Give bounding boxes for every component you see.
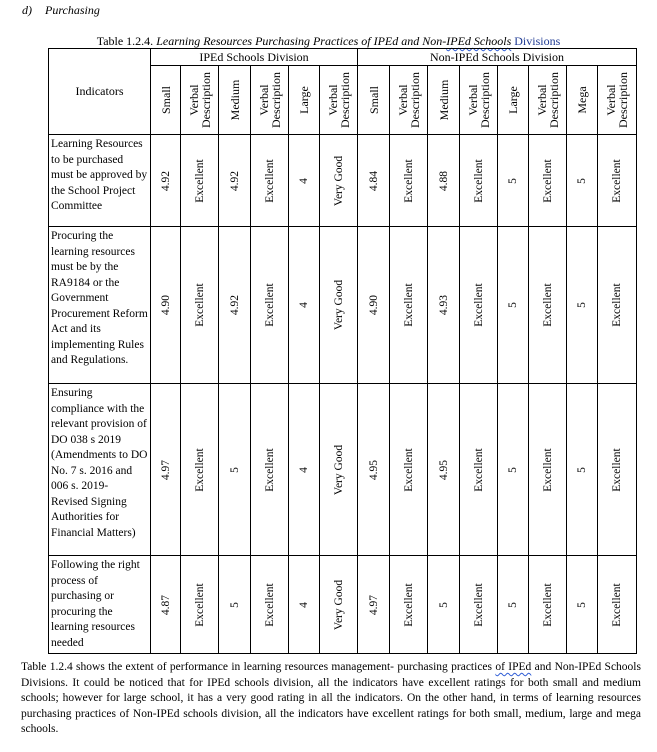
cell-value: Excellent — [472, 158, 485, 203]
cell-value: Excellent — [611, 582, 623, 627]
non_iped-value-cell — [529, 384, 567, 556]
iped-value-cell — [251, 227, 289, 384]
section-heading — [22, 3, 100, 18]
non_iped-value-cell — [498, 384, 529, 556]
non_iped-value-cell — [428, 227, 460, 384]
non_iped-value-cell — [498, 556, 529, 654]
non_iped-value-cell — [529, 227, 567, 384]
iped-value-cell — [181, 227, 219, 384]
cell-value: 4.90 — [159, 294, 172, 316]
cell-value: 4.90 — [367, 294, 380, 316]
non_iped-value-cell — [428, 135, 460, 227]
iped-value-cell — [151, 227, 181, 384]
iped-value-cell — [151, 556, 181, 654]
non_iped-value-cell — [529, 135, 567, 227]
iped-value-cell — [289, 556, 320, 654]
table-row — [49, 384, 637, 556]
cell-value: 5 — [576, 302, 588, 308]
iped-value-cell — [320, 384, 358, 556]
non_iped-value-cell — [390, 227, 428, 384]
cell-value: 4.88 — [437, 170, 450, 191]
table-caption — [0, 34, 657, 49]
indicator-cell: Learning Resources to be purchased must be approved by the School Project Committee — [49, 135, 151, 227]
cell-value: Excellent — [541, 158, 554, 203]
paragraph-squiggle: of IPEd — [495, 661, 532, 673]
cell-value: Excellent — [402, 283, 415, 327]
purchasing-practices-table — [48, 48, 637, 654]
iped-value-cell — [289, 384, 320, 556]
non_iped-column-header — [460, 66, 498, 135]
cell-value: Excellent — [402, 582, 415, 627]
non_iped-value-cell — [460, 227, 498, 384]
non_iped-value-cell — [498, 227, 529, 384]
paragraph-part2: and Non-IPEd Schools Divisions. It could be noticed that for IPEd schools division, all the indicators have excellent ratings for both small and medium schools; however for large school, it has a very good rating in all the indicators. On the other hand, in terms of learning resources purchasing practices of Non-IPEd schools division, all the indicators have excellent ratings for both small, medium, large and mega schools. — [21, 661, 641, 736]
cell-value: 4.95 — [437, 459, 450, 480]
cell-value: 5 — [507, 302, 519, 308]
non_iped-value-cell — [498, 135, 529, 227]
iped-column-header — [320, 66, 358, 135]
indicators-header: Indicators — [49, 49, 151, 135]
cell-value: Excellent — [611, 447, 623, 492]
iped-value-cell — [219, 384, 251, 556]
indicator-cell: Following the right process of purchasing or procuring the learning resources needed — [49, 556, 151, 654]
non_iped-value-cell — [358, 135, 390, 227]
non_iped-column-header — [529, 66, 567, 135]
cell-value: 5 — [576, 177, 588, 184]
cell-value: Excellent — [541, 447, 554, 492]
cell-value: 5 — [576, 466, 588, 473]
iped-value-cell — [320, 227, 358, 384]
cell-value: Excellent — [193, 582, 206, 627]
caption-prefix: Table 1.2.4. — [96, 34, 154, 48]
non_iped-value-cell — [428, 384, 460, 556]
cell-value: Excellent — [472, 283, 485, 327]
cell-value: Excellent — [402, 447, 415, 492]
non_iped-value-cell — [598, 135, 637, 227]
column-header-line: Mega — [575, 86, 589, 114]
column-header-line: Description — [198, 72, 213, 128]
column-header-line: Description — [268, 72, 283, 128]
iped-value-cell — [289, 135, 320, 227]
iped-value-cell — [181, 384, 219, 556]
non_iped-value-cell — [598, 384, 637, 556]
non_iped-column-header — [598, 66, 637, 135]
iped-column-header — [151, 66, 181, 135]
cell-value: 5 — [228, 601, 241, 608]
cell-value: Very Good — [332, 279, 345, 331]
non_iped-value-cell — [390, 135, 428, 227]
cell-value: Excellent — [193, 447, 206, 492]
cell-value: Excellent — [611, 158, 623, 203]
cell-value: 5 — [507, 466, 519, 473]
cell-value: 4 — [298, 466, 310, 473]
non_iped-value-cell — [598, 227, 637, 384]
cell-value: Excellent — [472, 447, 485, 492]
non_iped-column-header — [390, 66, 428, 135]
cell-value: Excellent — [263, 582, 276, 627]
cell-value: Very Good — [332, 444, 345, 495]
non_iped-value-cell — [567, 135, 598, 227]
column-header-line: Verbal — [186, 84, 201, 116]
iped-division-header: IPEd Schools Division — [151, 49, 358, 66]
cell-value: Excellent — [193, 158, 206, 203]
caption-title-a: Learning Resources Purchasing Practices of IPEd and Non- — [156, 34, 447, 48]
cell-value: 4.92 — [228, 294, 241, 316]
indicator-cell: Ensuring compliance with the relevant provision of DO 038 s 2019 (Amendments to DO No. 7 s. 2016 and 006 s. 2019- Revised Signing Authorities for Financial Matters) — [49, 384, 151, 556]
cell-value: Excellent — [263, 158, 276, 203]
cell-value: 4 — [298, 601, 310, 608]
non_iped-value-cell — [567, 556, 598, 654]
cell-value: 4.92 — [159, 170, 172, 191]
cell-value: Excellent — [541, 582, 554, 627]
cell-value: 4.92 — [228, 170, 241, 191]
column-header-line: Verbal — [256, 84, 271, 116]
column-header-line: Verbal — [325, 84, 340, 116]
cell-value: 4.87 — [159, 594, 172, 615]
non_iped-value-cell — [460, 384, 498, 556]
column-header-line: Large — [506, 86, 520, 114]
cell-value: Excellent — [541, 283, 554, 327]
cell-value: 4.84 — [367, 170, 380, 191]
column-header-line: Description — [546, 72, 561, 128]
iped-value-cell — [251, 556, 289, 654]
non_iped-value-cell — [567, 384, 598, 556]
table-row — [49, 556, 637, 654]
non_iped-value-cell — [428, 556, 460, 654]
cell-value: Excellent — [263, 283, 276, 327]
cell-value: 4.97 — [367, 594, 380, 615]
non_iped-column-header — [428, 66, 460, 135]
iped-value-cell — [219, 227, 251, 384]
non_iped-value-cell — [529, 556, 567, 654]
iped-value-cell — [151, 135, 181, 227]
iped-column-header — [219, 66, 251, 135]
column-header-line: Large — [297, 86, 311, 114]
iped-column-header — [251, 66, 289, 135]
cell-value: 5 — [228, 466, 241, 473]
cell-value: Excellent — [193, 283, 206, 327]
non_iped-value-cell — [567, 227, 598, 384]
cell-value: Excellent — [472, 582, 485, 627]
caption-title-b: IPEd Schools — [446, 34, 512, 48]
cell-value: 4 — [298, 177, 310, 184]
non_iped-value-cell — [390, 384, 428, 556]
cell-value: Very Good — [332, 155, 345, 206]
paragraph-part1: Table 1.2.4 shows the extent of performance in learning resources management- purchasing practices — [21, 661, 496, 673]
cell-value: 5 — [576, 601, 588, 608]
iped-value-cell — [151, 384, 181, 556]
cell-value: 5 — [437, 601, 450, 608]
iped-value-cell — [181, 135, 219, 227]
iped-column-header — [289, 66, 320, 135]
caption-title-c: Divisions — [514, 34, 561, 48]
iped-value-cell — [320, 135, 358, 227]
cell-value: 4.95 — [367, 459, 380, 480]
non_iped-value-cell — [358, 227, 390, 384]
column-header-line: Description — [477, 72, 492, 128]
iped-value-cell — [219, 556, 251, 654]
iped-value-cell — [181, 556, 219, 654]
cell-value: 4 — [298, 302, 310, 308]
cell-value: 5 — [507, 177, 519, 184]
non_iped-value-cell — [390, 556, 428, 654]
column-header-line: Verbal — [465, 84, 480, 116]
iped-value-cell — [320, 556, 358, 654]
table-row — [49, 227, 637, 384]
non_iped-value-cell — [460, 135, 498, 227]
table-row — [49, 135, 637, 227]
column-header-line: Description — [616, 72, 630, 128]
column-header-line: Small — [158, 85, 173, 115]
cell-value: Very Good — [332, 579, 345, 630]
non_iped-column-header — [498, 66, 529, 135]
section-label: d) — [22, 3, 32, 17]
column-header-line: Verbal — [604, 84, 618, 116]
non-iped-division-header: Non-IPEd Schools Division — [358, 49, 637, 66]
iped-value-cell — [251, 135, 289, 227]
iped-value-cell — [251, 384, 289, 556]
column-header-line: Verbal — [534, 84, 549, 116]
non_iped-value-cell — [598, 556, 637, 654]
cell-value: Excellent — [402, 158, 415, 203]
column-header-line: Medium — [227, 79, 242, 121]
column-header-line: Medium — [436, 79, 451, 121]
cell-value: 5 — [507, 601, 519, 608]
iped-value-cell — [219, 135, 251, 227]
cell-value: 4.97 — [159, 459, 172, 480]
section-title: Purchasing — [45, 3, 100, 17]
indicator-cell: Procuring the learning resources must be by the RA9184 or the Government Procurement Reform Act and its implementing Rules and Regulations. — [49, 227, 151, 384]
cell-value: Excellent — [263, 447, 276, 492]
non_iped-column-header — [358, 66, 390, 135]
cell-value: Excellent — [611, 283, 623, 327]
non_iped-value-cell — [460, 556, 498, 654]
iped-column-header — [181, 66, 219, 135]
column-header-line: Description — [407, 72, 422, 128]
iped-value-cell — [289, 227, 320, 384]
column-header-line: Verbal — [395, 84, 410, 116]
non_iped-column-header — [567, 66, 598, 135]
column-header-line: Description — [337, 72, 352, 128]
column-header-line: Small — [366, 85, 381, 115]
non_iped-value-cell — [358, 384, 390, 556]
cell-value: 4.93 — [437, 294, 450, 316]
non_iped-value-cell — [358, 556, 390, 654]
discussion-paragraph — [21, 660, 641, 738]
